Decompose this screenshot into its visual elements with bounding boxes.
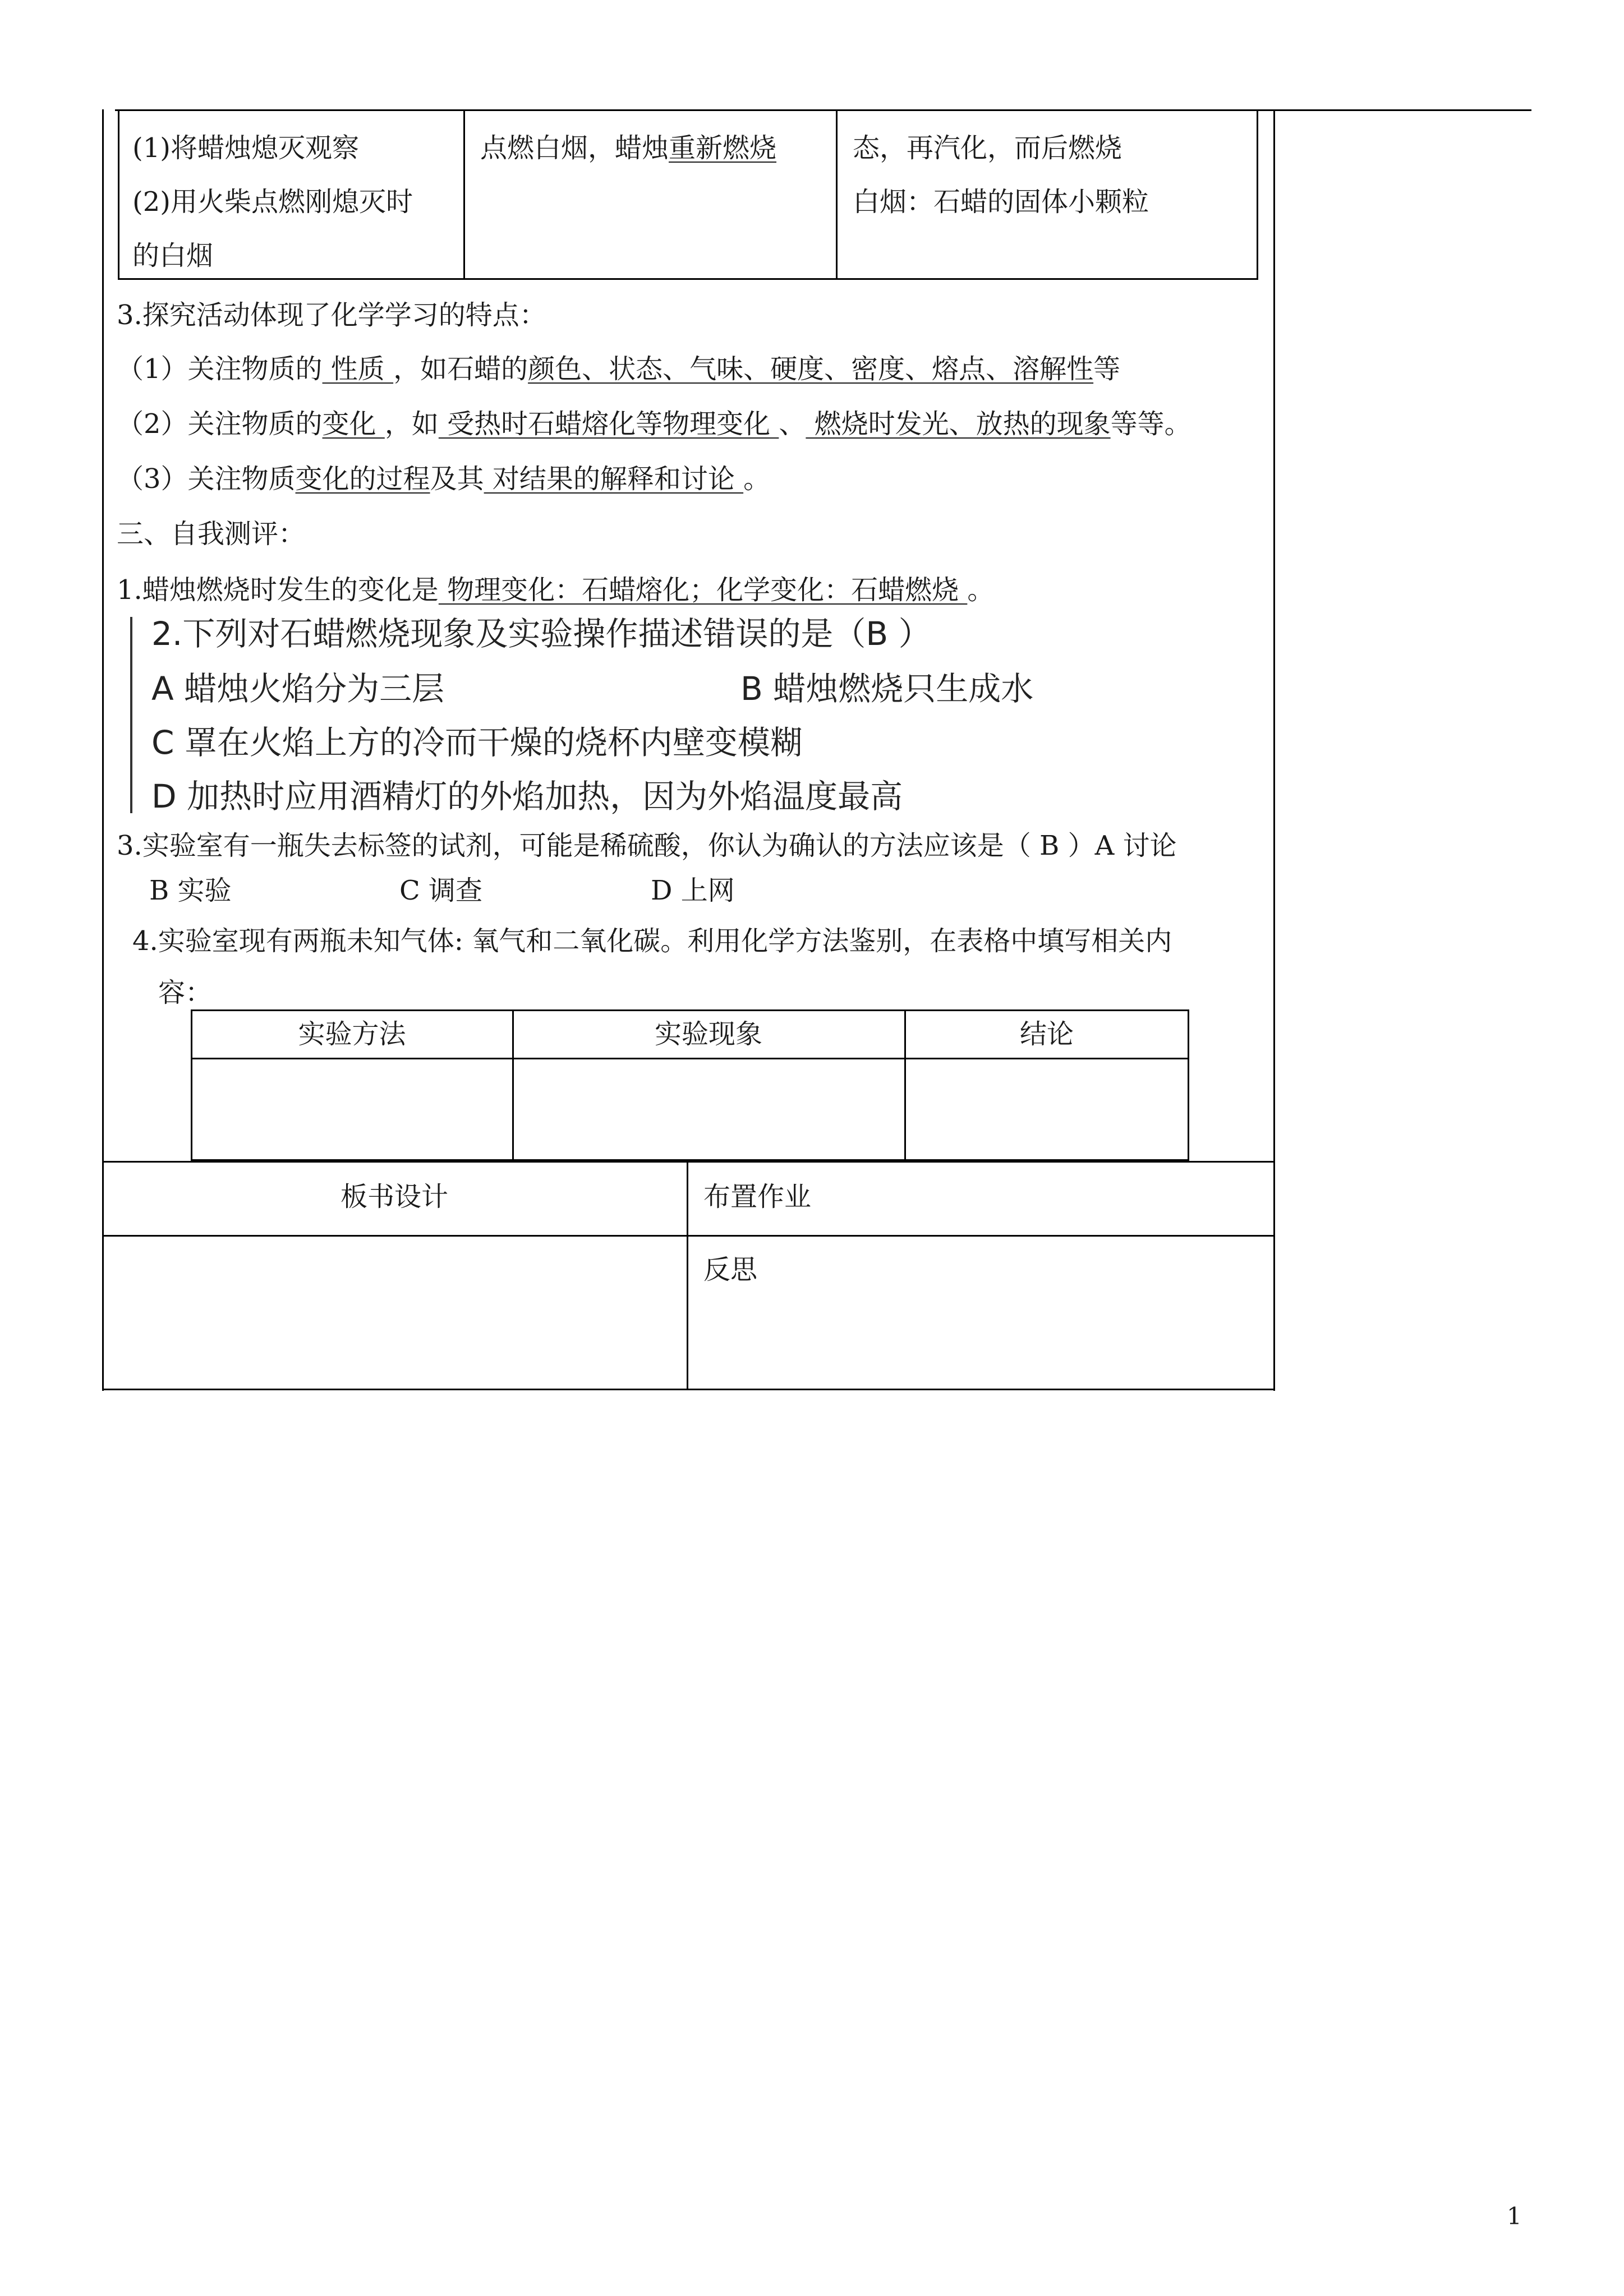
item1-prefix: （1）关注物质的 xyxy=(117,353,323,385)
item2-sep: 、 xyxy=(779,408,806,440)
top-table-col3-line1: 态，再汽化，而后燃烧 xyxy=(853,132,1122,164)
top-table-col2-underlined: 重新燃烧 xyxy=(669,132,777,164)
item2-suffix: 等等。 xyxy=(1110,408,1191,440)
section3-heading: 3.探究活动体现了化学学习的特点： xyxy=(117,299,546,331)
item1-blank: 性质 xyxy=(322,353,394,385)
question-4-line1: 4.实验室现有两瓶未知气体: 氧气和二氧化碳。利用化学方法鉴别，在表格中填写相关内 xyxy=(132,925,1172,957)
q2-option-d: D 加热时应用酒精灯的外焰加热，因为外焰温度最高 xyxy=(151,777,903,815)
q1-suffix: 。 xyxy=(967,574,995,606)
question-1 xyxy=(117,572,994,608)
top-table-col2-prefix: 点燃白烟，蜡烛 xyxy=(480,132,669,164)
table-cell-conclusion[interactable] xyxy=(907,1061,1186,1158)
item3-blank: 变化的过程 xyxy=(295,463,430,495)
board-design-label: 板书设计 xyxy=(340,1181,448,1212)
item2-blank: 变化 xyxy=(322,408,385,440)
q1-blank: 物理变化：石蜡熔化；化学变化：石蜡燃烧 xyxy=(438,574,968,606)
item2-blank3: 燃烧时发光、放热的现象 xyxy=(806,408,1111,440)
self-test-heading: 三、自我测评： xyxy=(117,518,306,550)
q2-stem: 2.下列对石蜡燃烧现象及实验操作描述错误的是（B ） xyxy=(151,615,931,653)
q3-option-b: B 实验 xyxy=(149,875,232,906)
table-header-method: 实验方法 xyxy=(298,1018,406,1050)
frame-right xyxy=(1273,109,1275,1391)
q2-option-c: C 罩在火焰上方的冷而干燥的烧杯内壁变模糊 xyxy=(151,723,803,762)
question-4-line2: 容： xyxy=(158,977,213,1008)
section3-item2 xyxy=(117,406,1191,442)
question-3-line1: 3.实验室有一瓶失去标签的试剂，可能是稀硫酸，你认为确认的方法应该是（ B ）A 讨论 xyxy=(117,830,1177,861)
item2-prefix: （2）关注物质的 xyxy=(117,408,323,440)
top-table-col1-line2: (2)用火柴点燃刚熄灭时 xyxy=(132,186,413,218)
top-table-col3-line2: 白烟：石蜡的固体小颗粒 xyxy=(853,186,1149,218)
table-cell-phenomenon[interactable] xyxy=(515,1061,903,1158)
top-table-col2 xyxy=(480,130,776,166)
table-cell-method[interactable] xyxy=(194,1061,510,1158)
top-table-col1-line3: 的白烟 xyxy=(132,240,214,271)
item3-suffix: 。 xyxy=(743,463,771,495)
section3-item1 xyxy=(117,351,1120,387)
page-number: 1 xyxy=(1507,2202,1522,2230)
item3-prefix: （3）关注物质 xyxy=(117,463,296,495)
item3-blank2: 对结果的解释和讨论 xyxy=(484,463,744,495)
q2-left-bar xyxy=(130,617,132,813)
q3-option-c: C 调查 xyxy=(399,875,482,906)
q1-prefix: 1.蜡烛燃烧时发生的变化是 xyxy=(117,574,439,606)
item1-blank2: 颜色、状态、气味、硬度、密度、熔点、溶解性 xyxy=(528,353,1094,385)
section3-item3 xyxy=(117,461,770,497)
item2-mid: ，如 xyxy=(384,408,439,440)
table-header-conclusion: 结论 xyxy=(1019,1018,1074,1050)
item1-mid: ，如石蜡的 xyxy=(393,353,528,385)
item2-blank2: 受热时石蜡熔化等物理变化 xyxy=(438,408,779,440)
q2-option-a: A 蜡烛火焰分为三层 xyxy=(151,670,445,708)
homework-label: 布置作业 xyxy=(703,1181,812,1212)
item1-suffix: 等 xyxy=(1093,353,1121,385)
q2-option-b: B 蜡烛燃烧只生成水 xyxy=(740,670,1034,708)
reflection-label: 反思 xyxy=(703,1254,758,1285)
top-table-col1-line1: (1)将蜡烛熄灭观察 xyxy=(132,132,359,164)
item3-mid: 及其 xyxy=(430,463,484,495)
q3-option-d: D 上网 xyxy=(651,875,735,906)
table-header-phenomenon: 实验现象 xyxy=(654,1018,762,1050)
